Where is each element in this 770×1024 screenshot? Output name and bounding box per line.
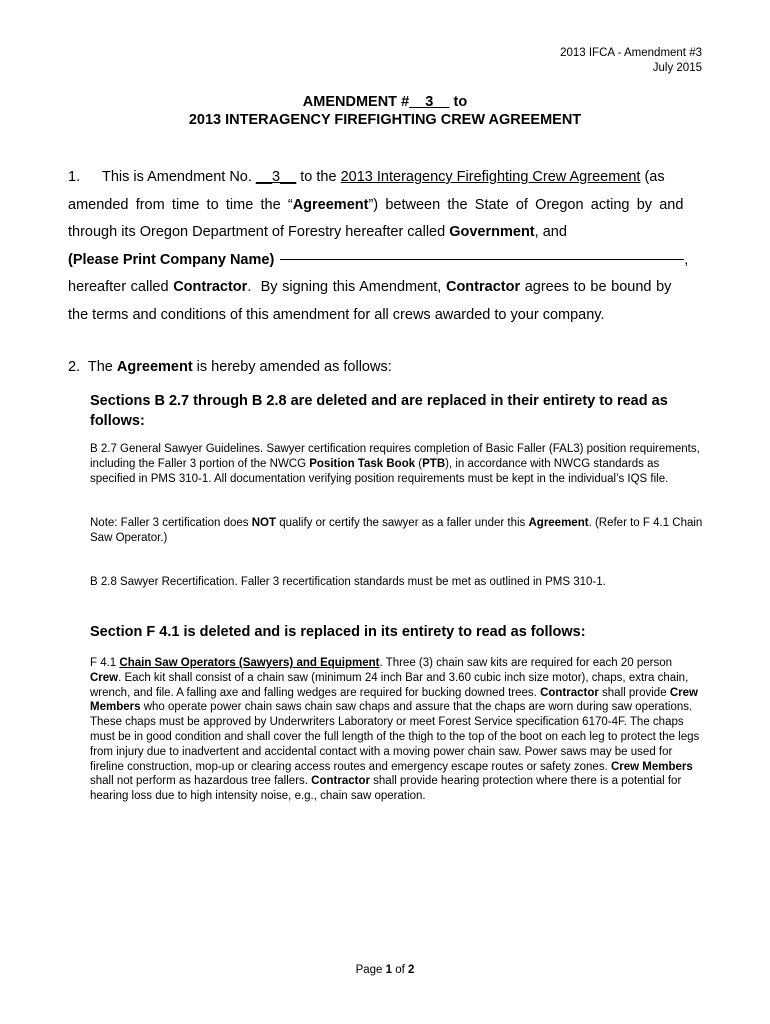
page-current: 1 bbox=[385, 964, 393, 976]
section-b27-text bbox=[90, 442, 704, 486]
f41-text: who operate power chain saws chain saw chaps and assure that the chaps are worn during saw operations. These chaps must be approved by Underwriters Laboratory or meet Forest Service specification 6170-4F. The chaps must be in good condition and shall cover the full length of the thigh to the top of the boot on each leg to protect the legs from injury due to inadvertent and accidental contact with a moving power chain saw. Power saws may be used for fireline construction, mop-up or clearing access routes and emergency escape routes or safety zones. bbox=[90, 701, 700, 773]
f41-text: shall provide hearing protection where there is a potential for hearing loss due to high intensity noise, e.g., chain saw operation. bbox=[90, 775, 682, 803]
para1-line-5 bbox=[68, 274, 702, 302]
agreement-bold: Agreement bbox=[116, 359, 193, 375]
f41-text: . Three (3) chain saw kits are required for each 20 person bbox=[379, 657, 673, 669]
para1-line-2 bbox=[68, 192, 702, 220]
ptb-bold: PTB bbox=[422, 457, 446, 470]
crew-members-bold: Crew Members bbox=[90, 686, 698, 714]
government-bold: Government bbox=[449, 224, 535, 240]
title-prefix: AMENDMENT # bbox=[302, 94, 410, 110]
para1-text: the terms and conditions of this amendment for all crews awarded to your company. bbox=[68, 306, 605, 323]
footer-text: of bbox=[392, 964, 409, 976]
contractor-bold: Contractor bbox=[173, 279, 248, 295]
item-number-1: 1. bbox=[68, 169, 81, 185]
b27-text: ), in accordance with NWCG standards as specified in PMS 310-1. All documentation verifying position requirements must be kept in the individual’s IQS file. bbox=[90, 457, 669, 485]
para1-text: , and bbox=[534, 224, 567, 240]
paragraph-2 bbox=[68, 358, 392, 376]
note-text: qualify or certify the sawyer as a faller under this bbox=[276, 517, 529, 529]
company-name-label: (Please Print Company Name) bbox=[68, 251, 275, 268]
f41-text: shall not perform as hazardous tree fallers. bbox=[90, 775, 312, 788]
para1-text: . By signing this Amendment, bbox=[247, 279, 446, 295]
para1-text: This is Amendment No. bbox=[102, 169, 256, 185]
para1-text: through its Oregon Department of Forestry hereafter called bbox=[68, 224, 450, 240]
section-b-note bbox=[90, 516, 704, 546]
para1-line-3 bbox=[68, 219, 702, 247]
para1-line-1 bbox=[68, 164, 702, 192]
section-f-heading: Section F 4.1 is deleted and is replaced in its entirety to read as follows: bbox=[90, 624, 586, 640]
document-title bbox=[0, 93, 770, 129]
title-suffix: to bbox=[449, 94, 468, 110]
paragraph-1 bbox=[68, 164, 702, 329]
para1-text: hereafter called bbox=[68, 279, 174, 295]
para1-text: (as bbox=[640, 169, 665, 185]
para2-text: 2. The bbox=[68, 359, 117, 375]
position-task-book-bold: Position Task Book bbox=[309, 457, 416, 470]
header-line-1: 2013 IFCA - Amendment #3 bbox=[560, 47, 702, 59]
para2-text: is hereby amended as follows: bbox=[192, 359, 392, 375]
contractor-bold: Contractor bbox=[540, 686, 599, 699]
para1-text: amended from time to time the “ bbox=[68, 196, 293, 213]
section-b-heading: Sections B 2.7 through B 2.8 are deleted and are replaced in their entirety to read as follows: bbox=[90, 393, 668, 429]
note-text: . (Refer to F 4.1 Chain Saw Operator.) bbox=[90, 517, 703, 544]
header-date: July 2015 bbox=[652, 62, 702, 74]
page-footer bbox=[0, 964, 770, 976]
title-line-2: 2013 INTERAGENCY FIREFIGHTING CREW AGREEMENT bbox=[188, 112, 582, 128]
company-name-field[interactable] bbox=[280, 247, 684, 260]
page-total: 2 bbox=[408, 964, 415, 976]
contractor-bold: Contractor bbox=[311, 775, 370, 788]
b27-text: ( bbox=[415, 457, 423, 470]
chain-saw-title: Chain Saw Operators (Sawyers) and Equipment bbox=[119, 657, 380, 669]
not-bold: NOT bbox=[251, 517, 276, 529]
agreement-name-underlined: 2013 Interagency Firefighting Crew Agreement bbox=[340, 169, 641, 185]
para1-text: agrees to be bound by bbox=[520, 279, 672, 295]
para1-line-6 bbox=[68, 302, 702, 330]
agreement-bold: Agreement bbox=[528, 517, 589, 529]
para1-text: ”) between the State of Oregon acting by and bbox=[368, 196, 684, 213]
para1-text: , bbox=[684, 251, 689, 268]
section-b28-text: B 2.8 Sawyer Recertification. Faller 3 recertification standards must be met as outlined in PMS 310-1. bbox=[90, 576, 606, 588]
section-f41-text bbox=[90, 656, 704, 804]
title-line-1 bbox=[0, 93, 770, 111]
footer-text: Page bbox=[355, 964, 386, 976]
amendment-number: __3__ bbox=[255, 169, 297, 185]
contractor-bold: Contractor bbox=[445, 279, 521, 295]
title-amendment-number: __3__ bbox=[409, 94, 450, 110]
f41-text: . Each kit shall consist of a chain saw (minimum 24 inch Bar and 3.60 cubic inch size motor), chaps, extra chain, wrench, and file. A falling axe and falling wedges are required for bucking downed trees. bbox=[90, 671, 689, 699]
crew-bold: Crew bbox=[90, 671, 119, 684]
agreement-bold: Agreement bbox=[292, 196, 369, 213]
b27-text: B 2.7 General Sawyer Guidelines. Sawyer certification requires completion of Basic Faller (FAL3) position requirements, including the Faller 3 portion of the NWCG bbox=[90, 443, 700, 470]
document-header bbox=[560, 46, 702, 76]
f41-text: shall provide bbox=[598, 686, 670, 699]
para1-line-4 bbox=[68, 247, 702, 275]
crew-members-bold: Crew Members bbox=[610, 760, 693, 773]
para1-text: to the bbox=[296, 169, 341, 185]
f41-text: F 4.1 bbox=[90, 657, 120, 669]
note-text: Note: Faller 3 certification does bbox=[90, 517, 252, 529]
